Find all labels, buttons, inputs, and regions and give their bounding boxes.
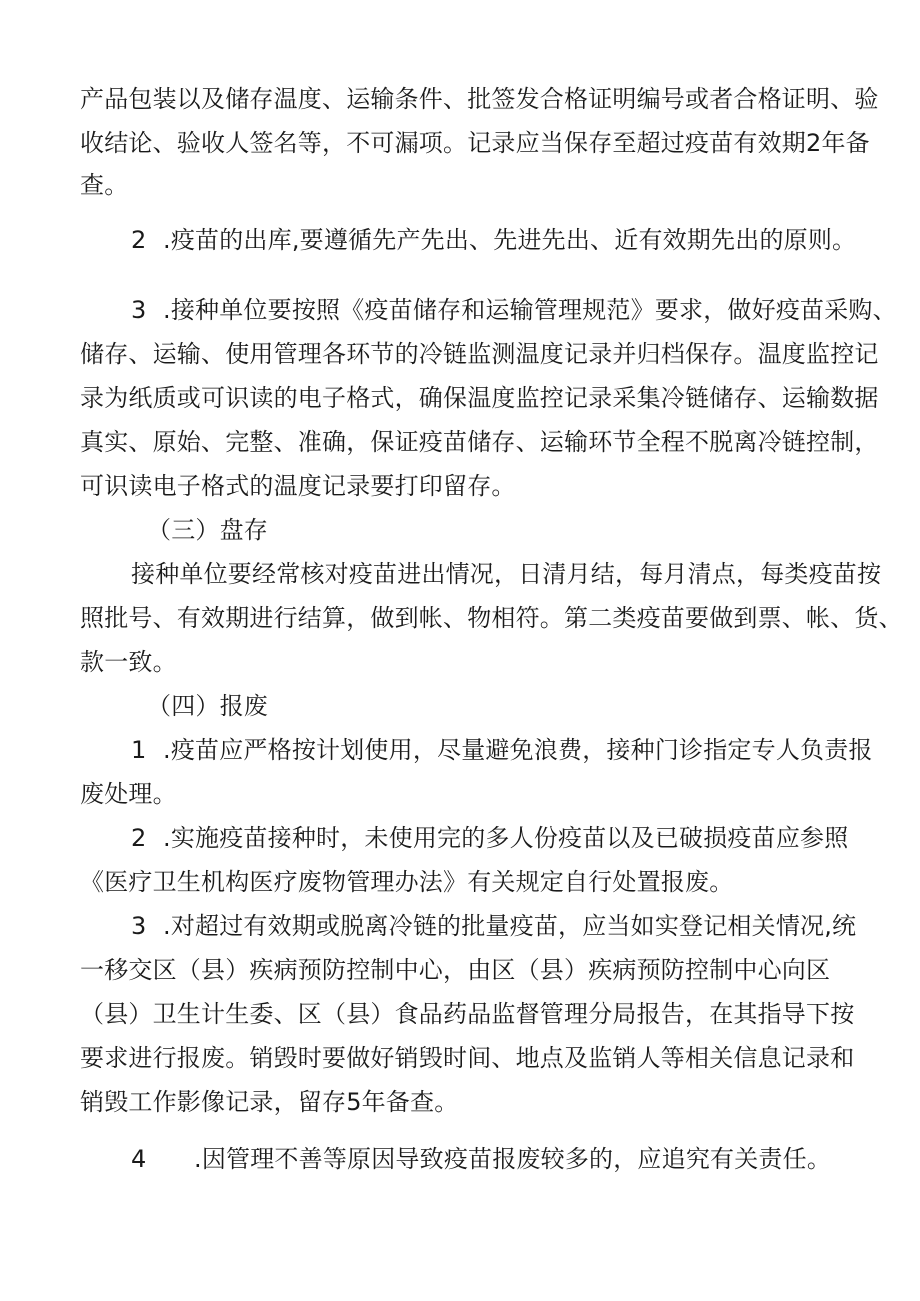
text-line: 收结论、验收人签名等，不可漏项。记录应当保存至超过疫苗有效期2年备 — [80, 129, 870, 157]
text-line: 录为纸质或可识读的电子格式，确保温度监控记录采集冷链储存、运输数据 — [80, 384, 879, 412]
text-line: 销毁工作影像记录，留存5年备查。 — [80, 1088, 459, 1116]
list-item — [131, 826, 848, 850]
item-text: .对超过有效期或脱离冷链的批量疫苗，应当如实登记相关情况,统 — [163, 912, 857, 940]
text-line: 《医疗卫生机构医疗废物管理办法》有关规定自行处置报废。 — [80, 868, 734, 896]
text-line: 查。 — [80, 171, 129, 199]
text-line: 真实、原始、完整、准确，保证疫苗储存、运输环节全程不脱离冷链控制， — [80, 428, 879, 456]
list-item — [131, 228, 856, 252]
text-line: 照批号、有效期进行结算，做到帐、物相符。第二类疫苗要做到票、帐、货、 — [80, 604, 903, 632]
item-number: 2 — [131, 824, 147, 852]
text-line: 可识读电子格式的温度记录要打印留存。 — [80, 472, 516, 500]
item-text: .接种单位要按照《疫苗储存和运输管理规范》要求，做好疫苗采购、 — [163, 296, 897, 324]
text-line: 接种单位要经常核对疫苗进出情况，日清月结，每月清点，每类疫苗按 — [131, 560, 882, 588]
text-line: 一移交区（县）疾病预防控制中心，由区（县）疾病预防控制中心向区 — [80, 956, 831, 984]
item-text: .实施疫苗接种时，未使用完的多人份疫苗以及已破损疫苗应参照 — [163, 824, 849, 852]
item-number: 1 — [131, 736, 147, 764]
text-line: 款一致。 — [80, 648, 177, 676]
list-item — [131, 298, 897, 322]
text-line: 储存、运输、使用管理各环节的冷链监测温度记录并归档保存。温度监控记 — [80, 340, 879, 368]
item-text: .因管理不善等原因导致疫苗报废较多的，应追究有关责任。 — [194, 1145, 832, 1173]
list-item — [131, 738, 873, 762]
text-line: 产品包装以及储存温度、运输条件、批签发合格证明编号或者合格证明、验 — [80, 85, 879, 113]
list-item — [131, 914, 856, 938]
item-number: 3 — [131, 912, 147, 940]
text-line: 废处理。 — [80, 780, 177, 808]
section-heading: （四）报废 — [147, 692, 268, 720]
item-text: .疫苗的出库,要遵循先产先出、先进先出、近有效期先出的原则。 — [163, 226, 857, 254]
item-number: 4 — [131, 1145, 147, 1173]
text-line: （县）卫生计生委、区（县）食品药品监督管理分局报告，在其指导下按 — [80, 1000, 855, 1028]
text-line: 要求进行报废。销毁时要做好销毁时间、地点及监销人等相关信息记录和 — [80, 1044, 855, 1072]
section-heading: （三）盘存 — [147, 516, 268, 544]
item-number: 2 — [131, 226, 147, 254]
list-item — [131, 1147, 831, 1171]
item-number: 3 — [131, 296, 147, 324]
item-text: .疫苗应严格按计划使用，尽量避免浪费，接种门诊指定专人负责报 — [163, 736, 873, 764]
